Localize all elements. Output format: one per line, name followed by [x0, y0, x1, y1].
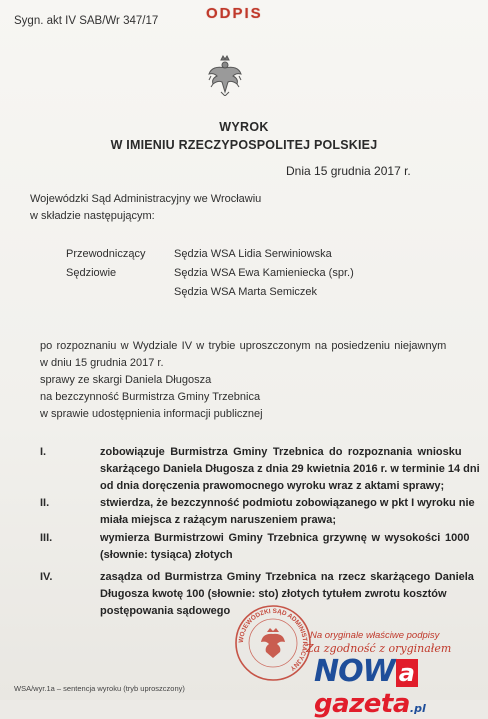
proceedings-line: po rozpoznaniu w Wydziale IV w trybie uproszczonym na posiedzeniu niejawnym	[40, 340, 447, 352]
verdict-line: zobowiązuje Burmistrza Gminy Trzebnica do rozpoznania wniosku	[100, 446, 462, 458]
verdict-line: zasądza od Burmistrza Gminy Trzebnica na rzecz skarżącego Daniela	[100, 571, 474, 583]
verdict-number: III.	[40, 532, 53, 544]
proceedings-line: w sprawie udostępnienia informacji publicznej	[40, 408, 263, 420]
verdict-line: od dnia doręczenia prawomocnego wyroku wraz z aktami sprawy;	[100, 480, 445, 492]
judge-reporting: Sędzia WSA Ewa Kamieniecka (spr.)	[174, 267, 354, 279]
verdict-line: miała miejsca z rażącym naruszeniem prawa;	[100, 514, 337, 526]
proceedings-line: sprawy ze skargi Daniela Długosza	[40, 374, 212, 386]
verdict-line: skarżącego Daniela Długosza z dnia 29 kwietnia 2016 r. w terminie 14 dni	[100, 463, 480, 475]
logo-part: a	[396, 659, 418, 687]
verdict-line: stwierdza, że bezczynność podmiotu zobowiązanego w pkt I wyroku nie	[100, 497, 475, 509]
logo-part: gazeta	[314, 689, 410, 719]
verdict-line: (słownie: tysiąca) złotych	[100, 549, 233, 561]
role-presiding: Przewodniczący	[66, 248, 146, 260]
proceedings-line: w dniu 15 grudnia 2017 r.	[40, 357, 164, 369]
judge-presiding: Sędzia WSA Lidia Serwiniowska	[174, 248, 332, 260]
certification-signatures: Na oryginale właściwe podpisy	[310, 630, 440, 641]
copy-stamp: ODPIS	[206, 5, 263, 22]
verdict-line: postępowania sądowego	[100, 605, 231, 617]
proceedings-line: na bezczynność Burmistrza Gminy Trzebnica	[40, 391, 261, 403]
judgment-title: WYROK	[219, 120, 269, 134]
judgment-subtitle: W IMIENIU RZECZYPOSPOLITEJ POLSKIEJ	[110, 138, 378, 152]
logo-part: .pl	[409, 702, 426, 715]
role-judges: Sędziowie	[66, 267, 117, 279]
case-number: Sygn. akt IV SAB/Wr 347/17	[14, 15, 159, 27]
certification-conformity: Za zgodność z oryginałem	[306, 642, 452, 655]
verdict-line: Długosza kwotę 100 (słownie: sto) złotych tytułem zwrotu kosztów	[100, 588, 447, 600]
judgment-date: Dnia 15 grudnia 2017 r.	[286, 164, 411, 178]
logo-part: NOW	[314, 654, 395, 689]
court-seal-stamp	[234, 604, 312, 682]
verdict-line: wymierza Burmistrzowi Gminy Trzebnica grzywnę w wysokości 1000	[100, 532, 470, 544]
nowagazeta-logo	[314, 654, 486, 719]
court-composition-label: w składzie następującym:	[30, 210, 155, 222]
court-name: Wojewódzki Sąd Administracyjny we Wrocławiu	[30, 193, 262, 205]
verdict-number: II.	[40, 497, 50, 509]
judge-member: Sędzia WSA Marta Semiczek	[174, 286, 318, 298]
form-footer: WSA/wyr.1a – sentencja wyroku (tryb uproszczony)	[14, 684, 185, 693]
svg-text:WOJEWÓDZKI SĄD ADMINISTRACYJNY: WOJEWÓDZKI SĄD ADMINISTRACYJNY	[237, 607, 309, 672]
verdict-number: IV.	[40, 571, 53, 583]
verdict-number: I.	[40, 446, 47, 458]
polish-eagle-emblem-icon	[207, 54, 243, 96]
